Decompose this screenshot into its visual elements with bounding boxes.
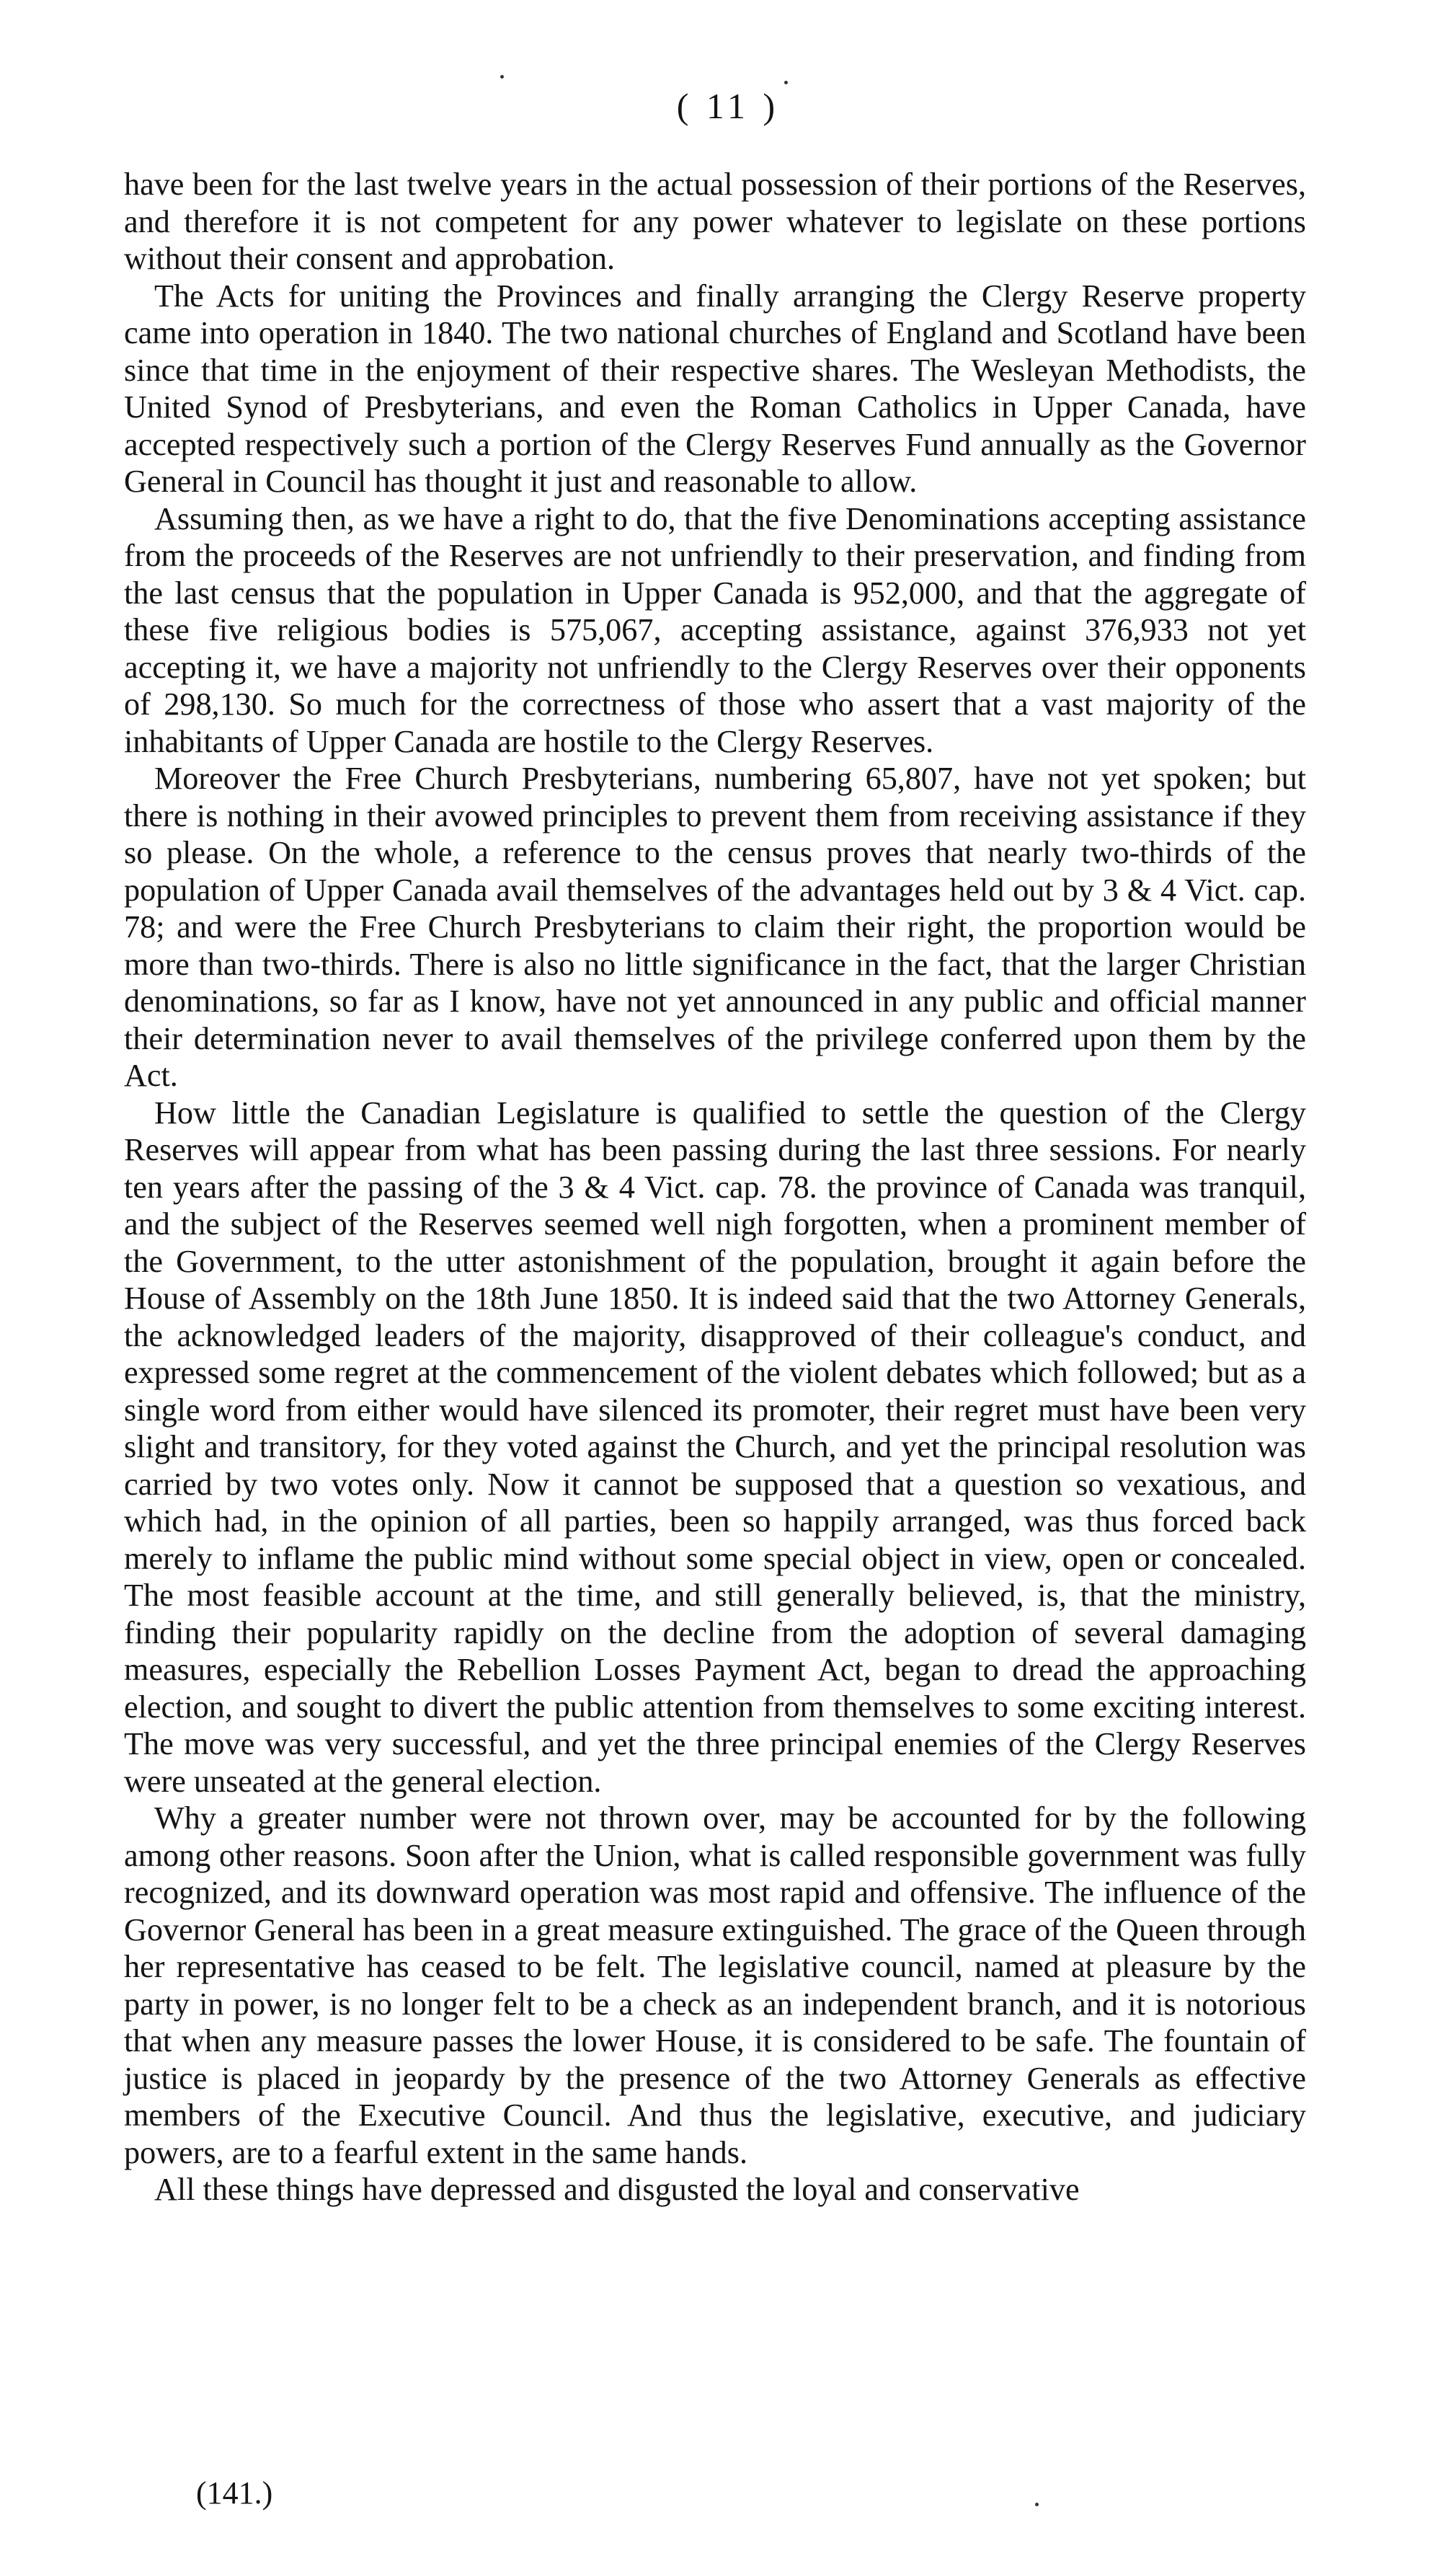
paragraph-greater-number: Why a greater number were not thrown over, may be accounted for by the following among other reasons. Soon after the Union, what is called responsible government was fully recognized, and its downward operation was most rapid and offensive. The influence of the Governor General has been in a great measure extinguished. The grace of the Queen through her representative has ceased to be felt. The legislative council, named at pleasure by the party in power, is no longer felt to be a check as an independent branch, and it is notorious that when any measure passes the lower House, it is considered to be safe. The fountain of justice is placed in jeopardy by the presence of the two Attorney Generals as effective members of the Executive Council. And thus the legislative, executive, and judiciary powers, are to a fearful extent in the same hands. bbox=[124, 1800, 1306, 2170]
paragraph-free-church: Moreover the Free Church Presbyterians, numbering 65,807, have not yet spoken; but there is nothing in their avowed principles to prevent them from receiving assistance if they so please. On the whole, a reference to the census proves that nearly two-thirds of the population of Upper Canada avail themselves of the advantages held out by 3 & 4 Vict. cap. 78; and were the Free Church Presbyterians to claim their right, the proportion would be more than two-thirds. There is also no little significance in the fact, that the larger Christian denominations, so far as I know, have not yet announced in any public and official manner their determination never to avail themselves of the privilege conferred upon them by the Act. bbox=[124, 761, 1306, 1093]
print-speck bbox=[1035, 2503, 1039, 2506]
print-speck bbox=[784, 81, 788, 84]
page-number: ( 11 ) bbox=[676, 86, 780, 126]
signature-mark: (141.) bbox=[196, 2475, 273, 2511]
paragraph-assuming-then: Assuming then, as we have a right to do, that the five Denominations accepting assistance from the proceeds of the Reserves are not unfriendly to their preservation, and finding from the last census that the population in Upper Canada is 952,000, and that the aggregate of these five religious bodies is 575,067, accepting assistance, against 376,933 not yet accepting it, we have a majority not unfriendly to the Clergy Reserves over their opponents of 298,130. So much for the correctness of those who assert that a vast majority of the inhabitants of Upper Canada are hostile to the Clergy Reserves. bbox=[124, 500, 1306, 759]
body-text bbox=[124, 166, 1306, 2208]
paragraph-canadian-legislature: How little the Canadian Legislature is qualified to settle the question of the Clergy Reserves will appear from what has been passing during the last three sessions. For nearly ten years after the passing of the 3 & 4 Vict. cap. 78. the province of Canada was tranquil, and the subject of the Reserves seemed well nigh forgotten, when a prominent member of the Government, to the utter astonishment of the population, brought it again before the House of Assembly on the 18th June 1850. It is indeed said that the two Attorney Generals, the acknowledged leaders of the majority, disapproved of their colleague's conduct, and expressed some regret at the commencement of the violent debates which followed; but as a single word from either would have silenced its promoter, their regret must have been very slight and transitory, for they voted against the Church, and yet the principal resolution was carried by two votes only. Now it cannot be supposed that a question so vexatious, and which had, in the opinion of all parties, been so happily arranged, was thus forced back merely to inflame the public mind without some special object in view, open or concealed. The most feasible account at the time, and still generally believed, is, that the ministry, finding their popularity rapidly on the decline from the adoption of several damaging measures, especially the Rebellion Losses Payment Act, began to dread the approaching election, and sought to divert the public attention from themselves to some exciting interest. The move was very successful, and yet the three principal enemies of the Clergy Reserves were unseated at the general election. bbox=[124, 1095, 1306, 1799]
print-speck bbox=[500, 75, 504, 79]
paragraph-acts-uniting-provinces: The Acts for uniting the Provinces and finally arranging the Clergy Reserve property came into operation in 1840. The two national churches of England and Scotland have been since that time in the enjoyment of their respective shares. The Wesleyan Methodists, the United Synod of Presbyterians, and even the Roman Catholics in Upper Canada, have accepted respectively such a portion of the Clergy Reserves Fund annually as the Governor General in Council has thought it just and reasonable to allow. bbox=[124, 278, 1306, 499]
paragraph-final-line: All these things have depressed and disgusted the loyal and conservative bbox=[154, 2172, 1080, 2207]
paragraph-continuation: have been for the last twelve years in the actual possession of their portions of the Reserves, and therefore it is not competent for any power whatever to legislate on these portions without their consent and approbation. bbox=[124, 167, 1306, 276]
